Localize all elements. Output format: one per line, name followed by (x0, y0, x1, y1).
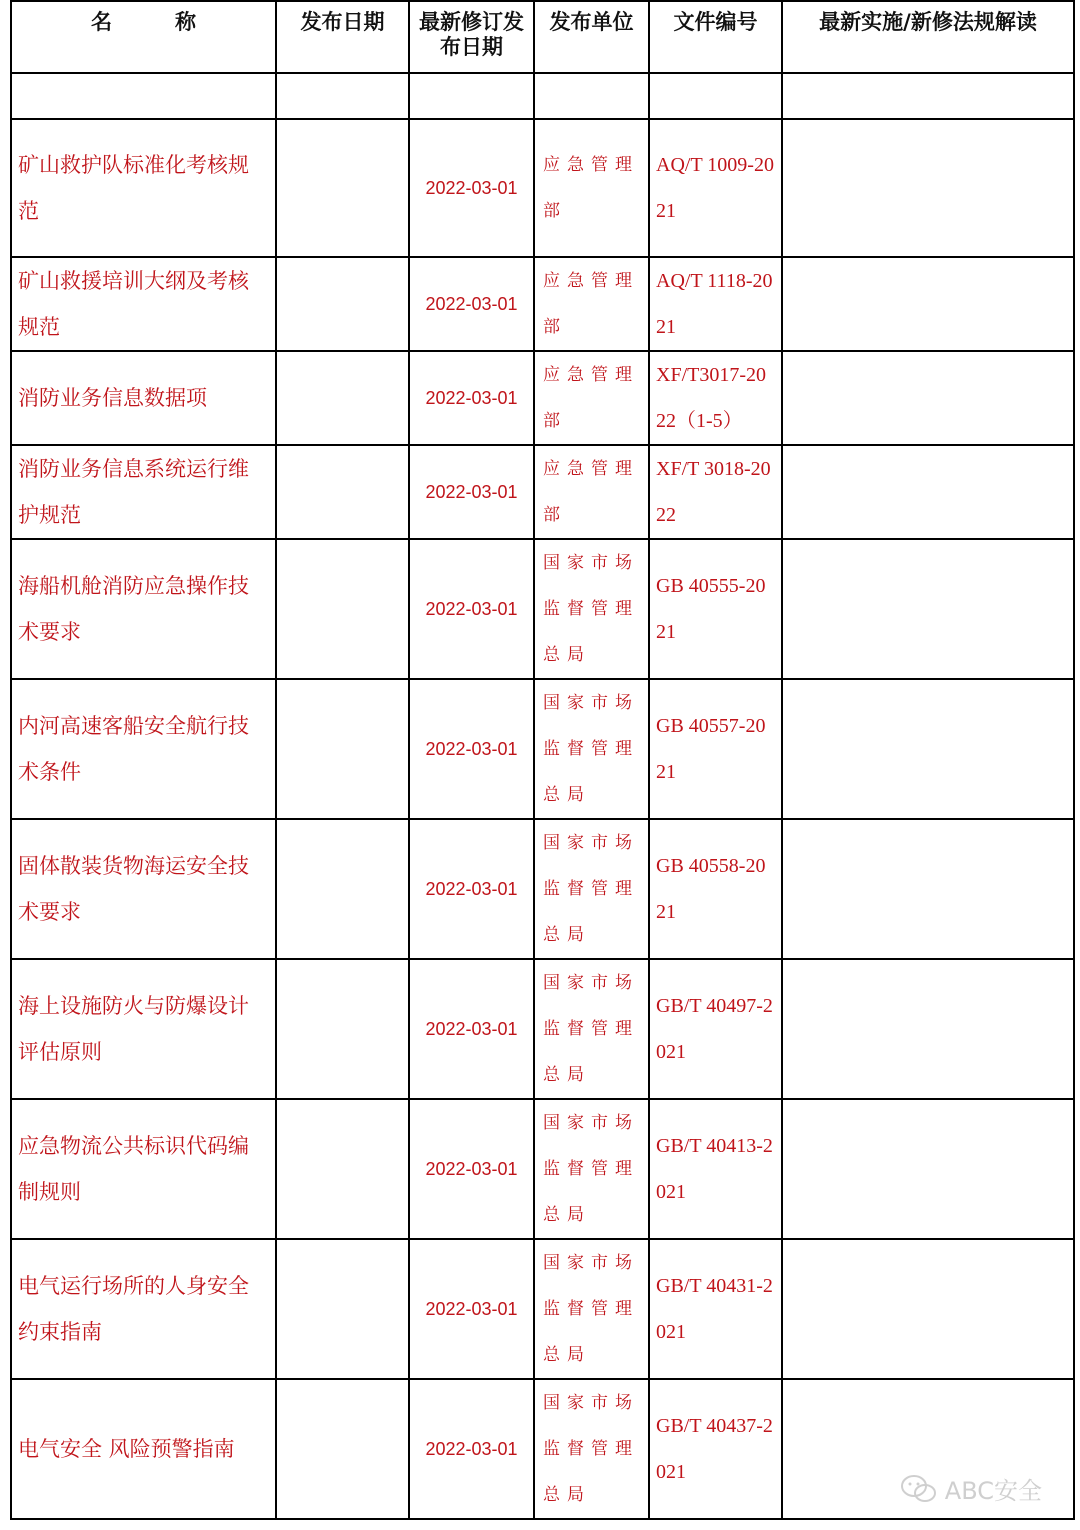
revised-date-cell: 2022-03-01 (409, 539, 534, 679)
watermark-text: ABC安全 (944, 1477, 1042, 1505)
issuer-cell: 国家市场监督管理总局 (534, 1379, 649, 1519)
issuer-cell: 国家市场监督管理总局 (534, 1239, 649, 1379)
revised-date-cell: 2022-03-01 (409, 119, 534, 257)
interpretation-cell (782, 1239, 1074, 1379)
table-row (11, 257, 1074, 351)
table-row (11, 819, 1074, 959)
issuer-cell: 国家市场监督管理总局 (534, 539, 649, 679)
file-no-cell: GB 40557-2021 (649, 679, 782, 819)
doc-name-cell: 海上设施防火与防爆设计评估原则 (11, 959, 276, 1099)
doc-name-cell: 内河高速客船安全航行技术条件 (11, 679, 276, 819)
issuer-cell: 国家市场监督管理总局 (534, 819, 649, 959)
header-interpretation: 最新实施/新修法规解读 (782, 1, 1074, 73)
interpretation-cell (782, 819, 1074, 959)
revised-date-cell: 2022-03-01 (409, 1099, 534, 1239)
table-row (11, 119, 1074, 257)
issuer-cell: 应急管理部 (534, 351, 649, 445)
file-no-cell: GB 40558-2021 (649, 819, 782, 959)
table-row (11, 445, 1074, 539)
revised-date-cell: 2022-03-01 (409, 1379, 534, 1519)
header-name: 名 称 (11, 1, 276, 73)
doc-name-cell: 海船机舱消防应急操作技术要求 (11, 539, 276, 679)
doc-name-cell: 固体散装货物海运安全技术要求 (11, 819, 276, 959)
file-no-cell: GB/T 40497-2021 (649, 959, 782, 1099)
interpretation-cell (782, 119, 1074, 257)
doc-name-cell: 消防业务信息数据项 (11, 351, 276, 445)
doc-name-cell: 消防业务信息系统运行维护规范 (11, 445, 276, 539)
table-row (11, 679, 1074, 819)
interpretation-cell (782, 351, 1074, 445)
publish-date-cell (276, 257, 409, 351)
publish-date-cell (276, 959, 409, 1099)
doc-name-cell: 矿山救护队标准化考核规范 (11, 119, 276, 257)
interpretation-cell (782, 445, 1074, 539)
interpretation-cell (782, 257, 1074, 351)
doc-name-cell: 应急物流公共标识代码编制规则 (11, 1099, 276, 1239)
revised-date-cell: 2022-03-01 (409, 445, 534, 539)
issuer-cell: 应急管理部 (534, 119, 649, 257)
doc-name-cell: 矿山救援培训大纲及考核规范 (11, 257, 276, 351)
file-no-cell: GB/T 40437-2021 (649, 1379, 782, 1519)
revised-date-cell: 2022-03-01 (409, 819, 534, 959)
issuer-cell: 应急管理部 (534, 445, 649, 539)
issuer-cell: 国家市场监督管理总局 (534, 679, 649, 819)
interpretation-cell (782, 959, 1074, 1099)
issuer-cell: 国家市场监督管理总局 (534, 959, 649, 1099)
publish-date-cell (276, 1099, 409, 1239)
publish-date-cell (276, 119, 409, 257)
publish-date-cell (276, 1379, 409, 1519)
table-row (11, 351, 1074, 445)
revised-date-cell: 2022-03-01 (409, 959, 534, 1099)
blank-row (11, 73, 1074, 119)
watermark (899, 1471, 1042, 1506)
table-row (11, 1099, 1074, 1239)
revised-date-cell: 2022-03-01 (409, 257, 534, 351)
table-row (11, 1239, 1074, 1379)
wechat-icon (899, 1473, 939, 1505)
file-no-cell: GB 40555-2021 (649, 539, 782, 679)
interpretation-cell (782, 679, 1074, 819)
issuer-cell: 国家市场监督管理总局 (534, 1099, 649, 1239)
publish-date-cell (276, 819, 409, 959)
file-no-cell: XF/T3017-2022（1-5） (649, 351, 782, 445)
header-issuer: 发布单位 (534, 1, 649, 73)
file-no-cell: XF/T 3018-2022 (649, 445, 782, 539)
interpretation-cell (782, 1099, 1074, 1239)
header-publish-date: 发布日期 (276, 1, 409, 73)
revised-date-cell: 2022-03-01 (409, 351, 534, 445)
issuer-cell: 应急管理部 (534, 257, 649, 351)
publish-date-cell (276, 679, 409, 819)
header-row (11, 1, 1074, 73)
header-file-no: 文件编号 (649, 1, 782, 73)
revised-date-cell: 2022-03-01 (409, 1239, 534, 1379)
file-no-cell: GB/T 40413-2021 (649, 1099, 782, 1239)
doc-name-cell: 电气安全 风险预警指南 (11, 1379, 276, 1519)
regulations-table (10, 0, 1075, 1520)
interpretation-cell (782, 539, 1074, 679)
doc-name-cell: 电气运行场所的人身安全约束指南 (11, 1239, 276, 1379)
header-revised-date: 最新修订发布日期 (409, 1, 534, 73)
file-no-cell: AQ/T 1118-2021 (649, 257, 782, 351)
publish-date-cell (276, 351, 409, 445)
file-no-cell: AQ/T 1009-2021 (649, 119, 782, 257)
table-row (11, 539, 1074, 679)
table-row (11, 959, 1074, 1099)
publish-date-cell (276, 445, 409, 539)
file-no-cell: GB/T 40431-2021 (649, 1239, 782, 1379)
revised-date-cell: 2022-03-01 (409, 679, 534, 819)
publish-date-cell (276, 539, 409, 679)
publish-date-cell (276, 1239, 409, 1379)
